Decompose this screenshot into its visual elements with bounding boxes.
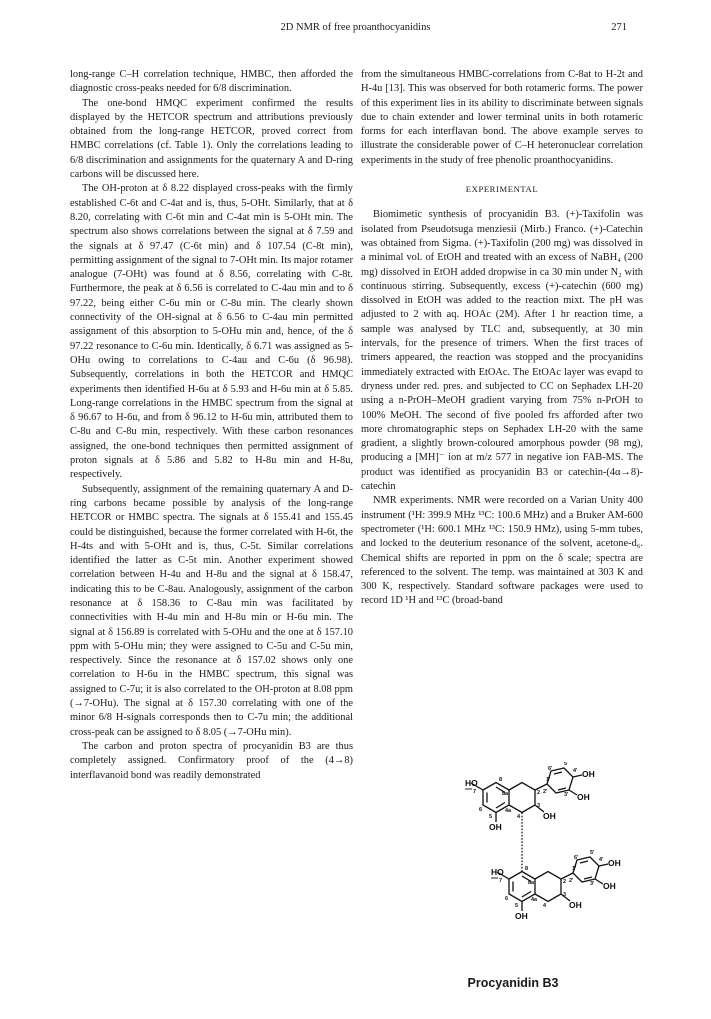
atom-number-3: 3 — [563, 892, 567, 898]
figure-caption: Procyanidin B3 — [467, 976, 559, 990]
running-title: 2D NMR of free proanthocyanidins — [280, 22, 431, 33]
atom-number-3p: 3' — [564, 792, 569, 798]
paragraph: from the simultaneous HMBC-correlations from C-8at to H-2t and H-4u [13]. This was observed for both rotameric forms. The power of this experiment lies in its ability to discriminate between signals due to chain extender and lower terminal units in both rotameric forms for each interflavan bond. The above example serves to illustrate the considerable power of C–H heteronuclear correlation experiments in the study of free phenolic proanthocyanidins. — [361, 69, 643, 166]
paragraph: The one-bond HMQC experiment confirmed the results displayed by the HETCOR spectrum and attributions previously obtained from the long-range HETCOR, proved correct from HMBC correlations (cf. Table 1). Only the correlations leading to 6/8 discrimination and assignments for the quaternary A and D-ring carbons will be discussed here. — [70, 97, 353, 181]
atom-number-5p: 5' — [590, 850, 595, 856]
atom-number-3p: 3' — [590, 881, 595, 887]
procyanidin-b3-structure — [465, 762, 625, 977]
oh-label: OH — [608, 858, 621, 868]
atom-number-8: 8 — [499, 777, 503, 783]
oh-label: OH — [603, 881, 616, 891]
ho-label: HO — [491, 867, 504, 877]
paragraph: long-range C–H correlation technique, HMBC, then afforded the diagnostic cross-peaks needed for 6/8 discrimination. — [70, 69, 353, 95]
atom-number-6: 6 — [505, 896, 509, 902]
atom-number-5p: 5' — [564, 762, 569, 767]
atom-number-6p: 6' — [574, 855, 579, 861]
ring-c-lower — [535, 872, 561, 902]
oh-label: OH — [515, 911, 528, 921]
atom-number-2p: 2' — [543, 789, 548, 795]
ho-label: HO — [465, 778, 478, 788]
oh-label: OH — [543, 811, 556, 821]
atom-number-8a: 8a — [528, 880, 535, 886]
atom-number-4p: 4' — [599, 857, 604, 863]
atom-number-6p: 6' — [548, 766, 553, 772]
atom-number-7: 7 — [499, 878, 503, 884]
atom-number-4: 4 — [517, 814, 521, 820]
ring-c-upper — [509, 783, 535, 813]
page-number: 271 — [611, 22, 627, 33]
left-column — [70, 68, 353, 783]
atom-number-4p: 4' — [573, 768, 578, 774]
atom-number-4: 4 — [543, 903, 547, 909]
atom-number-5: 5 — [515, 903, 519, 909]
atom-number-1p: 1' — [572, 866, 577, 872]
paragraph: NMR experiments. NMR were recorded on a Varian Unity 400 instrument (¹H: 399.9 MHz ¹³C: 100.6 MHz) and a Bruker AM-600 spectrometer (¹H: 600.1 MHz ¹³C: 150.9 HMz), using 5-mm tubes, and locked to the deuterium resonance of the solvent, acetone-d₆. Chemical shifts are reported in ppm on the δ scale; spectra are referenced to the solvent. The temp. was maintained at 303 K and 300 K, respectively. Standard software packages were used to record 1D ¹H and ¹³C (broad-band — [361, 495, 643, 607]
oh-label: OH — [569, 900, 582, 910]
atom-number-2: 2 — [537, 790, 541, 796]
oh-label: OH — [577, 792, 590, 802]
atom-number-6: 6 — [479, 807, 483, 813]
paragraph: Subsequently, assignment of the remaining quaternary A and D-ring carbons became possible by analysis of the long-range HETCOR or HMBC spectra. The signals at δ 155.41 and 155.45 could be distinguished, because the former correlated with H-6t, the H-4ts and with 5-OHt and is, thus, C-5t. Similar correlations identified the latter as C-5t min. Another experiment showed correlation between H-4u and H-8u and the signal at δ 158.47, indicating this to be C-8au. Analogously, assignment of the carbon resonance at δ 158.36 to C-8au min was facilitated by connectivities with H-4u min and H-8u min or H-6u min. The signal at δ 156.89 is correlated with 5-OHu and the one at δ 157.10 ppm with 5-OHu min; they were assigned to C-5u and C-5u min, respectively. Since the resonance at δ 157.02 shows only one correlation to H-6u in the HMBC spectrum, this signal was assigned to C-7u; it is also correlated to the OH-proton at 8.08 ppm (→7-OHu). The signal at δ 157.30 correlating with one of the minor 6/8 H-signals corresponds then to C-7u min; the additional cross-peak can be assigned to δ 8.05 (→7-OHu min). — [70, 483, 353, 738]
running-head — [0, 22, 711, 38]
atom-number-4a: 4a — [505, 808, 512, 814]
paragraph: Biomimetic synthesis of procyanidin B3. (+)-Taxifolin was isolated from Pseudotsuga menziesii (Mirb.) Franco. (+)-Catechin was obtained from Sigma. (+)-Taxifolin (200 mg) was dissolved in a minimal vol. of EtOH and treated with an excess of NaBH₄ (200 mg) dissolved in EtOH added dropwise in ca 30 min under N₂ with continuous stirring. Subsequently, excess (+)-catechin (600 mg) dissolved in EtOH was added to the reaction mixt. The pH was adjusted to 2 with aq. HOAc (2M). After 1 hr reaction time, a sample was analysed by TLC and, subsequently, at 30 min intervals, for the presence of trimers. When the first traces of trimers appeared, the reaction was stopped and the procyanidins immediately extracted with EtOAc. The EtOAc layer was evapd to dryness under red. pres. and subjected to CC on Sephadex LH-20 using a n-PrOH–MeOH gradient varying from 75% n-PrOH to 100% MeOH. The second of five pooled frs afforded after two more chromatographic steps on Sephadex LH-20 with the same gradient, a slightly brown-coloured amorphous powder (98 mg), producing a [MH]⁻ ion at m/z 577 in negative ion FAB-MS. The product was identified as procyanidin B3 or catechin-(4α→8)-catechin — [361, 209, 643, 493]
oh-label: OH — [582, 769, 595, 779]
atom-number-5: 5 — [489, 814, 493, 820]
atom-number-7: 7 — [473, 789, 477, 795]
atom-number-8a: 8a — [502, 791, 509, 797]
atom-number-4a: 4a — [531, 897, 538, 903]
atom-number-3: 3 — [537, 803, 541, 809]
right-column — [361, 68, 643, 609]
paragraph: The carbon and proton spectra of procyanidin B3 are thus completely assigned. Confirmatory proof of the (4→8) interflavanoid bond was readily demonstrated — [70, 740, 353, 781]
section-heading: EXPERIMENTAL — [465, 184, 539, 195]
oh-label: OH — [489, 822, 502, 832]
paragraph: The OH-proton at δ 8.22 displayed cross-peaks with the firmly established C-6t and C-4at and is, thus, 5-OHt. Similarly, that at δ 8.20, correlating with C-6t min and C-4at min is 5-OHt min. The spectrum also shows correlations between the signal at δ 7.59 and the signals at δ 97.47 (C-6t min) and δ 107.54 (C-8t min), permitting assignment of the signal to 7-OHt min. Its major rotamer analogue (7-OHt) was found at δ 8.56, correlating with C-8t. Furthermore, the peak at δ 6.56 is correlated to C-4au min and to δ 97.22, being either C-6u min or C-8u min. The clearly shown connectivity of the OH-signal at δ 6.56 to C-4au min permitted assignment of this absorption to 5-OHu min and, hence, of the δ 97.22 resonance to C-6u min. Identically, δ 6.71 was assigned as 5-OHu owing to correlations to C-4au and C-6u (δ 96.98). Subsequently, correlations in both the HETCOR and HMQC experiments then identified H-6u at δ 5.93 and H-6u min at δ 5.85. Long-range correlations in the HMBC spectrum from the signal at δ 96.67 to H-6u, and from δ 96.12 to H-6u min, attributed them to C-8u and C-8u min, respectively. With these carbon resonances assigned, the one-bond techniques then permitted assignment of proton signals at δ 5.86 and 5.82 to H-8u min and H-8u, respectively. — [70, 183, 353, 481]
atom-number-2p: 2' — [569, 878, 574, 884]
atom-number-2: 2 — [563, 879, 567, 885]
atom-number-8: 8 — [525, 866, 529, 872]
atom-number-1p: 1' — [546, 777, 551, 783]
